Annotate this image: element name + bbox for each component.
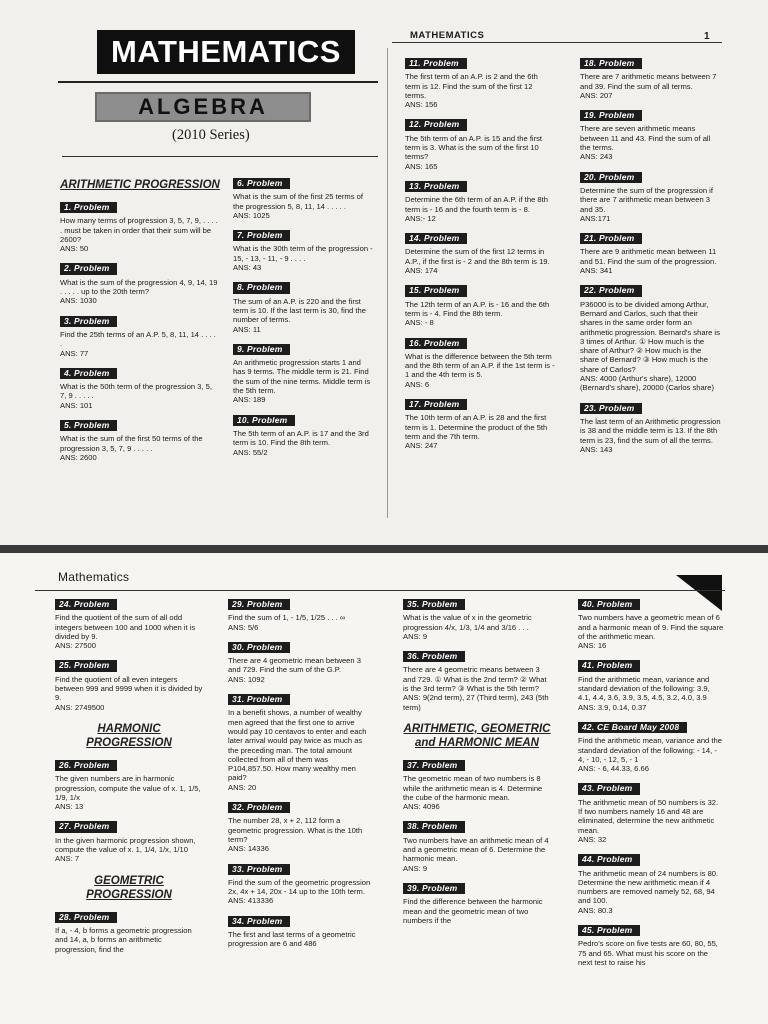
problem-item: [233, 230, 375, 272]
problem-heading: 12. Problem: [405, 119, 467, 130]
problem-heading: 14. Problem: [405, 233, 467, 244]
problem-heading: 40. Problem: [578, 599, 640, 610]
problem-heading: 13. Problem: [405, 181, 467, 192]
problem-list: [233, 178, 375, 457]
problem-answer: ANS: 1025: [233, 210, 270, 220]
problem-heading: 3. Problem: [60, 316, 117, 327]
problem-text: What is the 50th term of the progression 3, 5, 7, 9 . . . . .: [60, 382, 212, 401]
problem-answer: ANS: 4000 (Arthur's share), 12000 (Bernard's share), 20000 (Carlos share): [580, 374, 714, 393]
problem-answer: ANS: 32: [578, 834, 607, 844]
problem-text: The 5th term of an A.P. is 15 and the first term is 3. What is the sum of the first 10 terms?: [405, 133, 543, 162]
bottom-page: [0, 553, 768, 1024]
problem-list: [403, 599, 551, 712]
problem-answer: ANS: 20: [228, 782, 257, 792]
problem-answer: ANS: 207: [580, 90, 613, 100]
problem-item: [405, 119, 555, 170]
problem-answer: ANS: 247: [405, 441, 438, 451]
problem-list: [60, 202, 220, 462]
problem-text: Two numbers have an arithmetic mean of 4 and a geometric mean of 6. Determine the harmonic mean.: [403, 835, 549, 864]
problem-answer: ANS: 9: [403, 631, 428, 641]
problem-text: The 12th term of an A.P. is - 16 and the 6th term is - 4. Find the 8th term.: [405, 299, 550, 318]
problem-item: [228, 802, 374, 853]
problem-heading: 16. Problem: [405, 338, 467, 349]
problem-answer: ANS: 6: [405, 379, 430, 389]
problem-item: [233, 282, 375, 333]
problem-answer: ANS: - 6, 44.33, 6.66: [578, 764, 649, 774]
section-heading: HARMONIC PROGRESSION: [86, 722, 172, 749]
problem-heading: 43. Problem: [578, 783, 640, 794]
problem-item: [405, 233, 555, 275]
divider: [58, 81, 378, 83]
problem-answer: ANS: 156: [405, 100, 438, 110]
problem-answer: ANS: 43: [233, 263, 262, 273]
problem-list: [405, 58, 555, 451]
subject-banner: ALGEBRA: [95, 92, 311, 122]
problem-text: The geometric mean of two numbers is 8 while the arithmetic mean is 4. Determine the cube of the harmonic mean.: [403, 774, 543, 802]
problem-text: The given numbers are in harmonic progression, compute the value of x. 1, 1/5, 1/9, 1/x: [55, 774, 201, 802]
problem-list: [55, 599, 203, 712]
column-3: [403, 599, 551, 935]
column-3: [405, 58, 555, 461]
problem-text: Determine the 6th term of an A.P. if the 8th term is - 16 and the fourth term is - 8.: [405, 195, 548, 214]
problem-answer: ANS: 27500: [55, 641, 96, 651]
problem-heading: 33. Problem: [228, 864, 290, 875]
problem-list: [403, 760, 551, 925]
problem-heading: 36. Problem: [403, 651, 465, 662]
problem-answer: ANS: 80.3: [578, 905, 613, 915]
problem-heading: 6. Problem: [233, 178, 290, 189]
problem-heading: 20. Problem: [580, 172, 642, 183]
problem-item: [228, 694, 374, 792]
problem-text: P36000 is to be divided among Arthur, Bernard and Carlos, such that their shares in the same order form an arithmetic progression. Bernard's share is 3 times of Arthur. ① How much is the share of Arthur? ② How much is the share of Bernard? ③ How much is the share of Carlos?: [580, 299, 720, 374]
problem-answer: ANS: 50: [60, 244, 89, 254]
problem-text: What is the value of x in the geometric progression 4/x, 1/3, 1/4 and 3/16 . . .: [403, 613, 532, 632]
running-header: MATHEMATICS: [410, 30, 485, 41]
problem-item: [578, 854, 724, 915]
problem-item: [60, 316, 220, 358]
problem-text: There are 4 geometric mean between 3 and 729. Find the sum of the G.P.: [228, 656, 361, 675]
problem-item: [55, 760, 203, 811]
problem-text: In a benefit shows, a number of wealthy men agreed that the first one to arrive would pay 10 centavos to enter and each later arrival would pay twice as much as the preceding man. The total amount collected from all of them was P104,857.50. How many wealthy men paid?: [228, 708, 367, 783]
problem-heading: 39. Problem: [403, 883, 465, 894]
problem-heading: 32. Problem: [228, 802, 290, 813]
problem-text: Find the sum of the geometric progression 2x, 4x + 14, 20x - 14 up to the 10th term.: [228, 877, 371, 897]
problem-text: The last term of an Arithmetic progression is 38 and the middle term is 13. If the 8th term is 23, find the sum of all the terms.: [580, 416, 721, 445]
problem-answer: ANS: 174: [405, 266, 438, 276]
problem-heading: 21. Problem: [580, 233, 642, 244]
problem-text: Find the arithmetic mean, variance and the standard deviation of the following: - 14, - 4, - 10, - 12, 5, - 1: [578, 736, 722, 764]
problem-item: [405, 399, 555, 450]
problem-text: The arithmetic mean of 50 numbers is 32. If two numbers namely 16 and 48 are eliminated, determine the new arithmetic mean.: [578, 797, 719, 835]
problem-answer: ANS: 4096: [403, 802, 440, 812]
problem-text: There are 9 arithmetic mean between 11 and 51. Find the sum of the progression.: [580, 247, 717, 266]
problem-heading: 23. Problem: [580, 403, 642, 414]
problem-answer: ANS: 14336: [228, 844, 269, 854]
problem-item: [228, 642, 374, 684]
problem-item: [405, 58, 555, 109]
series-label: (2010 Series): [172, 127, 250, 143]
column-2: [233, 178, 375, 467]
problem-heading: 30. Problem: [228, 642, 290, 653]
problem-answer: ANS: 165: [405, 161, 438, 171]
page-number: 1: [704, 31, 710, 42]
problem-answer: ANS: 5/6: [228, 622, 259, 632]
problem-heading: 34. Problem: [228, 916, 290, 927]
problem-text: There are 7 arithmetic means between 7 and 39. Find the sum of all terms.: [580, 72, 717, 91]
problem-heading: 17. Problem: [405, 399, 467, 410]
problem-item: [578, 599, 724, 650]
problem-text: What is the difference between the 5th term and the 8th term of an A.P. if the 1st term is - 1 and the 4th term is 5.: [405, 351, 555, 380]
problem-item: [403, 821, 551, 872]
problem-text: The number 28, x + 2, 112 form a geometric progression. What is the 10th term?: [228, 816, 363, 844]
problem-text: The arithmetic mean of 24 numbers is 80. Determine the new arithmetic mean if 4 numbers are removed namely 52, 68, 94 and 100.: [578, 868, 719, 906]
problem-heading: 1. Problem: [60, 202, 117, 213]
problem-answer: ANS: 2749500: [55, 702, 105, 712]
problem-heading: 22. Problem: [580, 285, 642, 296]
problem-heading: 10. Problem: [233, 415, 295, 426]
section-heading: ARITHMETIC, GEOMETRIC and HARMONIC MEAN: [403, 722, 551, 749]
problem-text: What is the 30th term of the progression - 15, - 13, - 11, - 9 . . . .: [233, 244, 373, 263]
problem-list: [580, 58, 722, 454]
column-1: [60, 174, 220, 472]
problem-item: [55, 660, 203, 711]
problem-item: [228, 916, 374, 949]
problem-answer: ANS: 341: [580, 266, 613, 276]
problem-item: [580, 110, 722, 161]
section-heading: ARITHMETIC PROGRESSION: [60, 179, 220, 191]
page-title: MATHEMATICS: [97, 30, 355, 74]
problem-item: [403, 883, 551, 925]
problem-item: [580, 172, 722, 223]
problem-text: Determine the sum of the progression if there are 7 arithmetic mean between 3 and 35.: [580, 185, 713, 214]
problem-answer: ANS: 77: [60, 348, 89, 358]
problem-heading: 37. Problem: [403, 760, 465, 771]
problem-heading: 42. CE Board May 2008: [578, 722, 687, 733]
divider: [392, 42, 722, 43]
column-4: [580, 58, 722, 464]
problem-answer: ANS: 2600: [60, 452, 97, 462]
problem-text: Pedro's score on five tests are 60, 80, 55, 75 and 65. What must his score on the next test to raise his: [578, 939, 718, 967]
problem-list: [55, 760, 203, 864]
problem-text: The sum of an A.P. is 220 and the first term is 10. If the last term is 30, find the number of terms.: [233, 296, 366, 325]
problem-heading: 29. Problem: [228, 599, 290, 610]
problem-heading: 27. Problem: [55, 821, 117, 832]
problem-heading: 2. Problem: [60, 263, 117, 274]
problem-answer: ANS: 189: [233, 395, 266, 405]
divider: [62, 156, 378, 157]
column-gutter: [387, 48, 388, 518]
problem-heading: 38. Problem: [403, 821, 465, 832]
problem-answer: ANS: 13: [55, 802, 84, 812]
problem-item: [233, 415, 375, 457]
problem-text: Find the quotient of the sum of all odd integers between 100 and 1000 when it is divided by 9.: [55, 613, 196, 641]
problem-list: [578, 599, 724, 967]
problem-heading: 26. Problem: [55, 760, 117, 771]
problem-item: [60, 368, 220, 410]
problem-text: Find the difference between the harmonic mean and the geometric mean of two numbers if the: [403, 897, 543, 925]
problem-answer: ANS: 3.9, 0.14, 0.37: [578, 702, 647, 712]
problem-answer: ANS: 9: [403, 863, 428, 873]
problem-heading: 44. Problem: [578, 854, 640, 865]
problem-heading: 45. Problem: [578, 925, 640, 936]
problem-item: [403, 599, 551, 641]
problem-heading: 8. Problem: [233, 282, 290, 293]
problem-answer: ANS:- 12: [405, 213, 436, 223]
problem-answer: ANS: 243: [580, 152, 613, 162]
problem-heading: 9. Problem: [233, 344, 290, 355]
problem-item: [233, 344, 375, 405]
problem-heading: 11. Problem: [405, 58, 467, 69]
running-header: Mathematics: [58, 570, 130, 584]
problem-text: Find the arithmetic mean, variance and standard deviation of the following: 3.9, 4.1, 4.4, 3.6, 3.9, 3.5, 4.5, 3.2, 4.0, 3.9: [578, 674, 710, 703]
problem-answer: ANS: 1092: [228, 674, 265, 684]
column-1: [55, 599, 203, 964]
problem-answer: ANS: 413336: [228, 896, 274, 906]
problem-text: Two numbers have a geometric mean of 6 and a harmonic mean of 9. Find the square of the arithmetic mean.: [578, 613, 724, 641]
problem-answer: ANS: 101: [60, 400, 93, 410]
divider: [35, 590, 725, 591]
problem-item: [578, 783, 724, 844]
problem-answer: ANS:171: [580, 213, 611, 223]
problem-item: [580, 285, 722, 392]
problem-item: [405, 338, 555, 389]
problem-item: [580, 233, 722, 275]
problem-item: [55, 821, 203, 863]
problem-item: [55, 912, 203, 954]
problem-item: [578, 925, 724, 967]
problem-heading: 28. Problem: [55, 912, 117, 923]
problem-item: [403, 760, 551, 811]
column-2: [228, 599, 374, 959]
problem-item: [233, 178, 375, 220]
problem-answer: ANS: 143: [580, 444, 613, 454]
problem-heading: 19. Problem: [580, 110, 642, 121]
problem-answer: ANS: 11: [233, 324, 261, 334]
problem-item: [405, 181, 555, 223]
problem-item: [228, 599, 374, 632]
problem-item: [578, 660, 724, 711]
problem-item: [403, 651, 551, 712]
problem-heading: 4. Problem: [60, 368, 117, 379]
problem-heading: 31. Problem: [228, 694, 290, 705]
problem-text: The 5th term of an A.P. is 17 and the 3rd term is 10. Find the 8th term.: [233, 428, 369, 448]
problem-text: What is the sum of the first 25 terms of the progression 5, 8, 11, 14 . . . . .: [233, 192, 363, 211]
problem-item: [60, 420, 220, 462]
problem-text: There are seven arithmetic means between 11 and 43. Find the sum of all the terms.: [580, 124, 711, 153]
problem-text: The first and last terms of a geometric progression are 6 and 486: [228, 930, 356, 949]
problem-item: [60, 202, 220, 253]
problem-text: The 10th term of an A.P. is 28 and the first term is 1. Determine the product of the 5th term and the 7th term.: [405, 413, 548, 441]
problem-text: How many terms of progression 3, 5, 7, 9, . . . . . must be taken in order that their sum will be 2600?: [60, 216, 218, 244]
problem-answer: ANS: 9(2nd term), 27 (Third term), 243 (5th term): [403, 693, 549, 712]
problem-text: In the given harmonic progression shown, compute the value of x. 1, 1/4, 1/x, 1/10: [55, 835, 196, 855]
problem-list: [55, 912, 203, 954]
problem-list: [228, 599, 374, 949]
problem-text: An arithmetic progression starts 1 and has 9 terms. The middle term is 21. Find the sum of the nine terms. Middle term is the 5th term.: [233, 358, 371, 396]
problem-heading: 24. Problem: [55, 599, 117, 610]
problem-text: Determine the sum of the first 12 terms in A.P., if the first is - 2 and the 8th term is 19.: [405, 247, 550, 266]
problem-item: [60, 263, 220, 305]
problem-heading: 7. Problem: [233, 230, 290, 241]
problem-heading: 25. Problem: [55, 660, 117, 671]
problem-heading: 15. Problem: [405, 285, 467, 296]
problem-text: What is the sum of the first 50 terms of the progression 3, 5, 7, 9 . . . . .: [60, 434, 203, 453]
problem-text: Find the quotient of all even integers between 999 and 9999 when it is divided by 9.: [55, 674, 203, 703]
problem-text: The first term of an A.P. is 2 and the 6th term is 12. Find the sum of the first 12 terms.: [405, 72, 538, 100]
problem-text: There are 4 geometric means between 3 and 729. ① What is the 2nd term? ② What is the 3rd term? ③ What is the 5th term?: [403, 665, 547, 694]
problem-item: [228, 864, 374, 906]
problem-heading: 35. Problem: [403, 599, 465, 610]
problem-answer: ANS: 55/2: [233, 447, 268, 457]
problem-answer: ANS: - 8: [405, 318, 434, 328]
problem-answer: ANS: 16: [578, 641, 607, 651]
problem-item: [578, 722, 724, 773]
problem-text: If a, - 4, b forms a geometric progression and 14, a, b forms an arithmetic progression, find the: [55, 925, 192, 954]
problem-answer: ANS: 7: [55, 854, 80, 864]
column-4: [578, 599, 724, 977]
problem-heading: 5. Problem: [60, 420, 117, 431]
problem-text: What is the sum of the progression 4, 9, 14, 19 . . . . . up to the 20th term?: [60, 277, 218, 297]
problem-answer: ANS: 1030: [60, 296, 97, 306]
problem-heading: 41. Problem: [578, 660, 640, 671]
problem-heading: 18. Problem: [580, 58, 642, 69]
problem-text: Find the 25th terms of an A.P. 5, 8, 11, 14 . . . . .: [60, 329, 216, 349]
section-heading: GEOMETRIC PROGRESSION: [86, 874, 172, 901]
problem-item: [580, 403, 722, 454]
problem-item: [405, 285, 555, 327]
problem-item: [55, 599, 203, 650]
problem-text: Find the sum of 1, - 1/5, 1/25 . . . ∞: [228, 613, 346, 623]
problem-item: [580, 58, 722, 100]
